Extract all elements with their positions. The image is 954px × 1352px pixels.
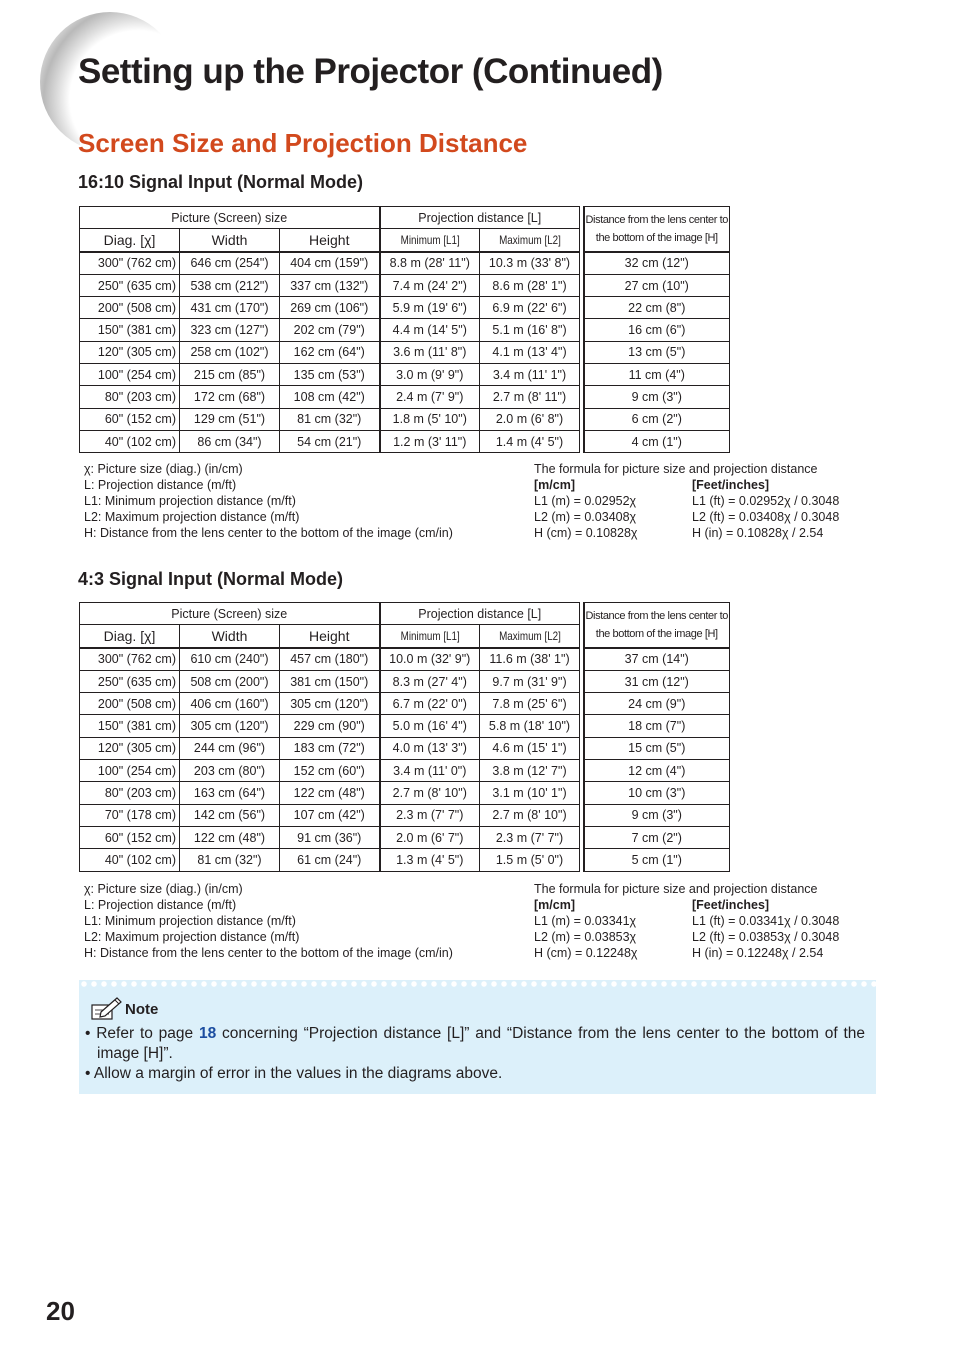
table-row bbox=[80, 760, 730, 782]
formula-line: H (in) = 0.12248χ / 2.54 bbox=[692, 946, 824, 960]
diag-cell: 80" (203 cm) bbox=[80, 386, 180, 408]
lens-center-cell: 9 cm (3") bbox=[584, 804, 729, 826]
table-row bbox=[80, 430, 730, 452]
lens-center-cell: 5 cm (1") bbox=[584, 849, 729, 871]
maximum-header: Maximum [L2] bbox=[489, 229, 571, 252]
diag-cell: 80" (203 cm) bbox=[80, 782, 180, 804]
table-row bbox=[80, 252, 730, 275]
max-distance-cell: 5.1 m (16' 8") bbox=[480, 319, 580, 341]
min-distance-cell: 2.4 m (7' 9") bbox=[380, 386, 480, 408]
height-cell: 457 cm (180") bbox=[280, 648, 380, 671]
lens-center-cell: 10 cm (3") bbox=[584, 782, 729, 804]
diag-cell: 40" (102 cm) bbox=[80, 849, 180, 871]
table-row bbox=[80, 297, 730, 319]
table-row bbox=[80, 670, 730, 692]
table-body bbox=[80, 252, 730, 453]
diag-header: Diag. [χ] bbox=[80, 625, 180, 648]
projection-distance-header: Projection distance [L] bbox=[380, 207, 580, 229]
max-distance-cell: 2.0 m (6' 8") bbox=[480, 408, 580, 430]
height-cell: 183 cm (72") bbox=[280, 737, 380, 759]
diag-cell: 300" (762 cm) bbox=[80, 252, 180, 275]
formula-intro: The formula for picture size and projection distance bbox=[534, 882, 818, 896]
lens-center-cell: 16 cm (6") bbox=[584, 319, 729, 341]
width-cell: 129 cm (51") bbox=[180, 408, 280, 430]
width-header: Width bbox=[180, 625, 280, 648]
lens-center-cell: 37 cm (14") bbox=[584, 648, 729, 671]
legend-16-10 bbox=[84, 461, 453, 541]
diag-cell: 250" (635 cm) bbox=[80, 274, 180, 296]
formula-line: H (in) = 0.10828χ / 2.54 bbox=[692, 526, 824, 540]
legend-line: L2: Maximum projection distance (m/ft) bbox=[84, 930, 300, 944]
lens-center-cell: 24 cm (9") bbox=[584, 693, 729, 715]
diag-cell: 250" (635 cm) bbox=[80, 670, 180, 692]
height-cell: 381 cm (150") bbox=[280, 670, 380, 692]
dotted-border bbox=[79, 980, 876, 988]
lens-center-cell: 18 cm (7") bbox=[584, 715, 729, 737]
legend-line: H: Distance from the lens center to the bottom of the image (cm/in) bbox=[84, 526, 453, 540]
height-cell: 229 cm (90") bbox=[280, 715, 380, 737]
formula-line: L1 (ft) = 0.02952χ / 0.3048 bbox=[692, 494, 840, 508]
formula-16-10 bbox=[534, 461, 864, 541]
min-distance-cell: 3.0 m (9' 9") bbox=[380, 364, 480, 386]
min-distance-cell: 1.8 m (5' 10") bbox=[380, 408, 480, 430]
width-header: Width bbox=[180, 229, 280, 252]
maximum-header: Maximum [L2] bbox=[489, 625, 571, 648]
min-distance-cell: 3.4 m (11' 0") bbox=[380, 760, 480, 782]
diag-cell: 100" (254 cm) bbox=[80, 364, 180, 386]
lens-center-cell: 13 cm (5") bbox=[584, 341, 729, 363]
note-text: Refer to page bbox=[96, 1025, 199, 1042]
pencil-note-icon bbox=[89, 996, 123, 1022]
formula-m-head: [m/cm] bbox=[534, 478, 575, 492]
diag-cell: 150" (381 cm) bbox=[80, 319, 180, 341]
formula-line: H (cm) = 0.12248χ bbox=[534, 946, 638, 960]
table-row bbox=[80, 782, 730, 804]
min-distance-cell: 4.4 m (14' 5") bbox=[380, 319, 480, 341]
diag-cell: 60" (152 cm) bbox=[80, 826, 180, 848]
width-cell: 323 cm (127") bbox=[180, 319, 280, 341]
width-cell: 305 cm (120") bbox=[180, 715, 280, 737]
min-distance-cell: 2.3 m (7' 7") bbox=[380, 804, 480, 826]
legend-line: L: Projection distance (m/ft) bbox=[84, 478, 237, 492]
page-number: 20 bbox=[46, 1296, 75, 1326]
formula-line: L2 (ft) = 0.03408χ / 0.3048 bbox=[692, 510, 840, 524]
table-row bbox=[80, 364, 730, 386]
min-distance-cell: 4.0 m (13' 3") bbox=[380, 737, 480, 759]
width-cell: 610 cm (240") bbox=[180, 648, 280, 671]
diag-cell: 100" (254 cm) bbox=[80, 760, 180, 782]
legend-line: L2: Maximum projection distance (m/ft) bbox=[84, 510, 300, 524]
height-cell: 162 cm (64") bbox=[280, 341, 380, 363]
note-label: Note bbox=[125, 1000, 159, 1018]
width-cell: 508 cm (200") bbox=[180, 670, 280, 692]
lens-center-header: Distance from the lens center to the bottom of the image [H] bbox=[584, 603, 729, 648]
formula-line: L2 (ft) = 0.03853χ / 0.3048 bbox=[692, 930, 840, 944]
max-distance-cell: 2.3 m (7' 7") bbox=[480, 826, 580, 848]
table-row bbox=[80, 648, 730, 671]
diag-cell: 120" (305 cm) bbox=[80, 341, 180, 363]
min-distance-cell: 2.0 m (6' 7") bbox=[380, 826, 480, 848]
diag-cell: 40" (102 cm) bbox=[80, 430, 180, 452]
width-cell: 538 cm (212") bbox=[180, 274, 280, 296]
height-cell: 107 cm (42") bbox=[280, 804, 380, 826]
projection-distance-header: Projection distance [L] bbox=[380, 603, 580, 625]
diag-cell: 300" (762 cm) bbox=[80, 648, 180, 671]
min-distance-cell: 7.4 m (24' 2") bbox=[380, 274, 480, 296]
min-distance-cell: 5.9 m (19' 6") bbox=[380, 297, 480, 319]
note-box bbox=[79, 980, 876, 1094]
max-distance-cell: 9.7 m (31' 9") bbox=[480, 670, 580, 692]
max-distance-cell: 1.5 m (5' 0") bbox=[480, 849, 580, 871]
lens-center-cell: 32 cm (12") bbox=[584, 252, 729, 275]
lens-center-cell: 11 cm (4") bbox=[584, 364, 729, 386]
note-item: • Refer to page 18 concerning “Projection distance [L]” and “Distance from the lens center to the bottom of the image [H]”. bbox=[85, 1025, 865, 1062]
legend-line: L: Projection distance (m/ft) bbox=[84, 898, 237, 912]
max-distance-cell: 10.3 m (33' 8") bbox=[480, 252, 580, 275]
min-distance-cell: 8.8 m (28' 11") bbox=[380, 252, 480, 275]
table-row bbox=[80, 274, 730, 296]
min-distance-cell: 6.7 m (22' 0") bbox=[380, 693, 480, 715]
table-row bbox=[80, 715, 730, 737]
lens-center-cell: 4 cm (1") bbox=[584, 430, 729, 452]
legend-line: L1: Minimum projection distance (m/ft) bbox=[84, 914, 296, 928]
section-title: Screen Size and Projection Distance bbox=[78, 128, 528, 158]
lens-center-cell: 7 cm (2") bbox=[584, 826, 729, 848]
max-distance-cell: 7.8 m (25' 6") bbox=[480, 693, 580, 715]
formula-line: L2 (m) = 0.03853χ bbox=[534, 930, 637, 944]
width-cell: 244 cm (96") bbox=[180, 737, 280, 759]
max-distance-cell: 4.6 m (15' 1") bbox=[480, 737, 580, 759]
height-cell: 152 cm (60") bbox=[280, 760, 380, 782]
max-distance-cell: 2.7 m (8' 10") bbox=[480, 804, 580, 826]
max-distance-cell: 11.6 m (38' 1") bbox=[480, 648, 580, 671]
max-distance-cell: 1.4 m (4' 5") bbox=[480, 430, 580, 452]
lens-center-cell: 15 cm (5") bbox=[584, 737, 729, 759]
table-body bbox=[80, 648, 730, 871]
table-row bbox=[80, 804, 730, 826]
note-text: concerning “Projection distance [L]” and “Distance from the lens center to the bottom of the image [H]”. bbox=[97, 1025, 865, 1062]
table-row bbox=[80, 693, 730, 715]
legend-line: χ: Picture size (diag.) (in/cm) bbox=[84, 462, 243, 476]
height-cell: 404 cm (159") bbox=[280, 252, 380, 275]
height-cell: 108 cm (42") bbox=[280, 386, 380, 408]
max-distance-cell: 2.7 m (8' 11") bbox=[480, 386, 580, 408]
lens-center-cell: 27 cm (10") bbox=[584, 274, 729, 296]
formula-line: H (cm) = 0.10828χ bbox=[534, 526, 638, 540]
height-cell: 54 cm (21") bbox=[280, 430, 380, 452]
projection-table-16-10 bbox=[79, 206, 730, 453]
width-cell: 163 cm (64") bbox=[180, 782, 280, 804]
page-title: Setting up the Projector (Continued) bbox=[78, 52, 663, 91]
formula-line: L2 (m) = 0.03408χ bbox=[534, 510, 637, 524]
lens-center-cell: 6 cm (2") bbox=[584, 408, 729, 430]
formula-ft-head: [Feet/inches] bbox=[692, 478, 770, 492]
height-cell: 122 cm (48") bbox=[280, 782, 380, 804]
width-cell: 258 cm (102") bbox=[180, 341, 280, 363]
formula-intro: The formula for picture size and projection distance bbox=[534, 462, 818, 476]
min-distance-cell: 8.3 m (27' 4") bbox=[380, 670, 480, 692]
table-row bbox=[80, 408, 730, 430]
width-cell: 172 cm (68") bbox=[180, 386, 280, 408]
diag-cell: 150" (381 cm) bbox=[80, 715, 180, 737]
height-header: Height bbox=[280, 229, 380, 252]
width-cell: 406 cm (160") bbox=[180, 693, 280, 715]
min-distance-cell: 5.0 m (16' 4") bbox=[380, 715, 480, 737]
max-distance-cell: 8.6 m (28' 1") bbox=[480, 274, 580, 296]
diag-header: Diag. [χ] bbox=[80, 229, 180, 252]
width-cell: 215 cm (85") bbox=[180, 364, 280, 386]
diag-cell: 120" (305 cm) bbox=[80, 737, 180, 759]
lens-center-cell: 9 cm (3") bbox=[584, 386, 729, 408]
height-cell: 337 cm (132") bbox=[280, 274, 380, 296]
lens-center-cell: 12 cm (4") bbox=[584, 760, 729, 782]
max-distance-cell: 6.9 m (22' 6") bbox=[480, 297, 580, 319]
lens-center-cell: 22 cm (8") bbox=[584, 297, 729, 319]
lens-center-header: Distance from the lens center to the bottom of the image [H] bbox=[584, 207, 729, 252]
formula-line: L1 (m) = 0.02952χ bbox=[534, 494, 637, 508]
picture-size-header: Picture (Screen) size bbox=[80, 603, 380, 625]
width-cell: 122 cm (48") bbox=[180, 826, 280, 848]
formula-line: L1 (m) = 0.03341χ bbox=[534, 914, 637, 928]
lens-center-cell: 31 cm (12") bbox=[584, 670, 729, 692]
diag-cell: 70" (178 cm) bbox=[80, 804, 180, 826]
diag-cell: 60" (152 cm) bbox=[80, 408, 180, 430]
table-row bbox=[80, 319, 730, 341]
width-cell: 646 cm (254") bbox=[180, 252, 280, 275]
width-cell: 81 cm (32") bbox=[180, 849, 280, 871]
table-title-16-10: 16:10 Signal Input (Normal Mode) bbox=[78, 172, 364, 192]
note-list bbox=[85, 1024, 865, 1084]
max-distance-cell: 3.1 m (10' 1") bbox=[480, 782, 580, 804]
height-cell: 202 cm (79") bbox=[280, 319, 380, 341]
table-row bbox=[80, 386, 730, 408]
height-cell: 81 cm (32") bbox=[280, 408, 380, 430]
minimum-header: Minimum [L1] bbox=[389, 229, 471, 252]
formula-line: L1 (ft) = 0.03341χ / 0.3048 bbox=[692, 914, 840, 928]
width-cell: 142 cm (56") bbox=[180, 804, 280, 826]
note-header bbox=[89, 996, 158, 1022]
minimum-header: Minimum [L1] bbox=[389, 625, 471, 648]
legend-line: χ: Picture size (diag.) (in/cm) bbox=[84, 882, 243, 896]
height-cell: 135 cm (53") bbox=[280, 364, 380, 386]
projection-table-4-3 bbox=[79, 602, 730, 872]
page-reference-link[interactable]: 18 bbox=[198, 1025, 217, 1042]
max-distance-cell: 3.8 m (12' 7") bbox=[480, 760, 580, 782]
table-row bbox=[80, 341, 730, 363]
table-row bbox=[80, 737, 730, 759]
min-distance-cell: 3.6 m (11' 8") bbox=[380, 341, 480, 363]
legend-line: L1: Minimum projection distance (m/ft) bbox=[84, 494, 296, 508]
height-header: Height bbox=[280, 625, 380, 648]
min-distance-cell: 1.2 m (3' 11") bbox=[380, 430, 480, 452]
note-text: Allow a margin of error in the values in the diagrams above. bbox=[93, 1065, 503, 1082]
legend-line: H: Distance from the lens center to the bottom of the image (cm/in) bbox=[84, 946, 453, 960]
height-cell: 61 cm (24") bbox=[280, 849, 380, 871]
height-cell: 91 cm (36") bbox=[280, 826, 380, 848]
diag-cell: 200" (508 cm) bbox=[80, 297, 180, 319]
diag-cell: 200" (508 cm) bbox=[80, 693, 180, 715]
width-cell: 86 cm (34") bbox=[180, 430, 280, 452]
max-distance-cell: 5.8 m (18' 10") bbox=[480, 715, 580, 737]
picture-size-header: Picture (Screen) size bbox=[80, 207, 380, 229]
table-row bbox=[80, 849, 730, 871]
min-distance-cell: 10.0 m (32' 9") bbox=[380, 648, 480, 671]
max-distance-cell: 3.4 m (11' 1") bbox=[480, 364, 580, 386]
height-cell: 305 cm (120") bbox=[280, 693, 380, 715]
table-title-4-3: 4:3 Signal Input (Normal Mode) bbox=[78, 569, 344, 589]
height-cell: 269 cm (106") bbox=[280, 297, 380, 319]
min-distance-cell: 1.3 m (4' 5") bbox=[380, 849, 480, 871]
width-cell: 431 cm (170") bbox=[180, 297, 280, 319]
width-cell: 203 cm (80") bbox=[180, 760, 280, 782]
formula-ft-head: [Feet/inches] bbox=[692, 898, 770, 912]
note-item: • Allow a margin of error in the values in the diagrams above. bbox=[85, 1065, 503, 1082]
formula-m-head: [m/cm] bbox=[534, 898, 575, 912]
min-distance-cell: 2.7 m (8' 10") bbox=[380, 782, 480, 804]
max-distance-cell: 4.1 m (13' 4") bbox=[480, 341, 580, 363]
table-row bbox=[80, 826, 730, 848]
legend-4-3 bbox=[84, 881, 453, 961]
formula-4-3 bbox=[534, 881, 864, 961]
